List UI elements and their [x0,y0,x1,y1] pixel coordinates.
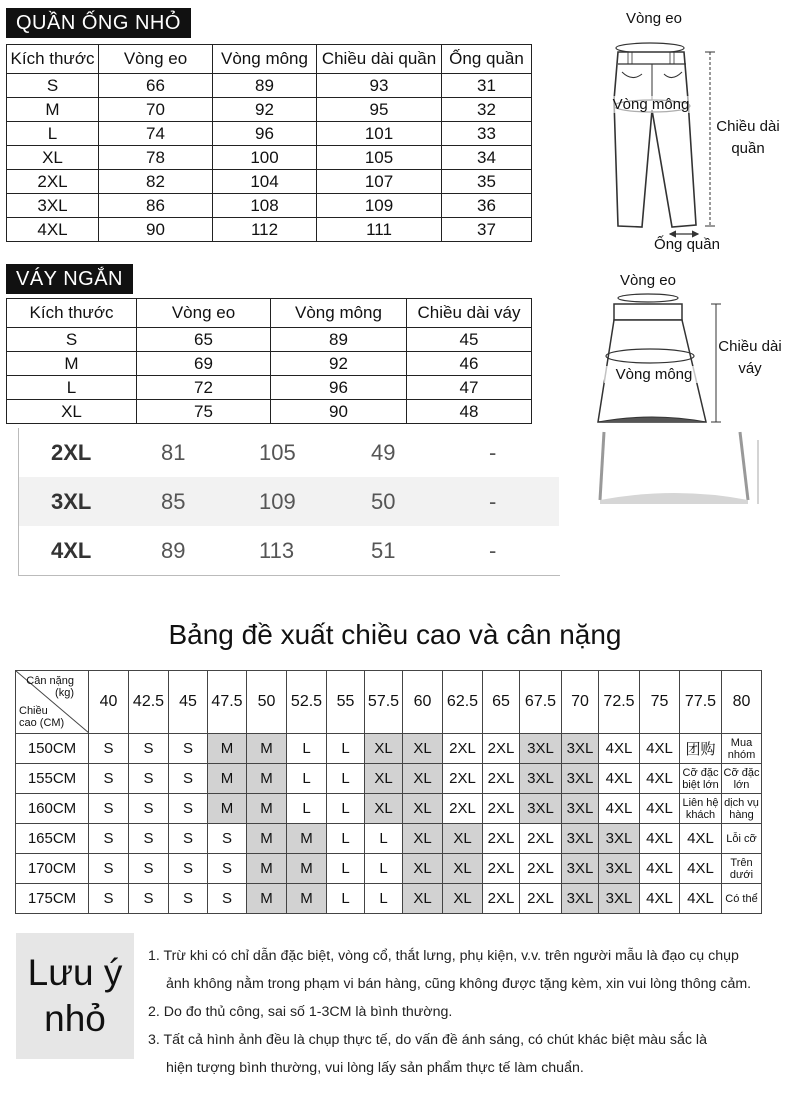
pants-waist-label: Vòng eo [626,10,682,27]
legacy-cell: 3XL [51,489,92,514]
recommend-title: Bảng đề xuất chiều cao và cân nặng [168,619,622,650]
size-recommend-cell: dịch vụ hàng [722,794,762,824]
height-weight-table [15,670,762,914]
pants-size-table [6,44,532,242]
corner-weight-label-1: Cân nặng [26,675,74,687]
weight-header-cell: 60 [403,671,443,734]
size-recommend-cell: S [169,734,208,764]
pants-table-cell: 95 [317,98,442,122]
skirt-header-cell: Chiều dài váy [407,299,532,328]
size-recommend-cell: L [287,794,327,824]
pants-table-cell: L [7,122,99,146]
height-row [16,854,762,884]
size-recommend-cell: S [208,884,247,914]
skirt-length-label-2: váy [738,360,762,377]
skirt-hip-label: Vòng mông [604,366,704,383]
size-recommend-cell: M [208,764,247,794]
size-recommend-cell: XL [443,884,483,914]
pants-header-cell: Vòng eo [99,45,213,74]
skirt-size-table [6,298,532,424]
corner-cell [16,671,89,734]
size-recommend-cell: S [129,854,169,884]
size-recommend-cell: S [169,794,208,824]
size-recommend-cell: M [247,854,287,884]
size-recommend-cell: M [247,794,287,824]
skirt-table-cell: 47 [407,376,532,400]
weight-header-cell: 47.5 [208,671,247,734]
skirt-table-cell: 72 [137,376,271,400]
size-recommend-cell: 2XL [520,854,562,884]
weight-header-cell: 42.5 [129,671,169,734]
pants-table-row [7,98,532,122]
size-recommend-cell: S [89,764,129,794]
pants-table-cell: 32 [442,98,532,122]
size-recommend-cell: 3XL [562,734,599,764]
pants-table-cell: XL [7,146,99,170]
pants-table-cell: 96 [213,122,317,146]
size-recommend-cell: L [327,794,365,824]
size-recommend-cell: XL [365,734,403,764]
size-recommend-cell: 2XL [483,794,520,824]
size-recommend-cell: 3XL [599,854,640,884]
pants-table-cell: 74 [99,122,213,146]
pants-table-cell: 3XL [7,194,99,218]
size-recommend-cell: M [247,734,287,764]
size-recommend-cell: XL [403,764,443,794]
weight-header-cell: 52.5 [287,671,327,734]
size-recommend-cell: L [327,824,365,854]
size-recommend-cell: 2XL [443,734,483,764]
size-recommend-cell: L [327,854,365,884]
size-recommend-cell: 2XL [520,824,562,854]
size-recommend-cell: 4XL [640,734,680,764]
pants-table-cell: 108 [213,194,317,218]
pants-table-row [7,146,532,170]
weight-header-cell: 55 [327,671,365,734]
skirt-figure [590,280,730,430]
size-recommend-cell: 3XL [562,854,599,884]
size-recommend-cell: 2XL [443,794,483,824]
size-recommend-cell: S [129,884,169,914]
pants-table-row [7,74,532,98]
size-recommend-cell: S [89,854,129,884]
size-recommend-cell: Trên dưới [722,854,762,884]
skirt-table-cell: 65 [137,328,271,352]
legacy-cell: - [489,538,497,563]
weight-header-cell: 50 [247,671,287,734]
notice-line-2: 2. Do đo thủ công, sai số 1-3CM là bình thường. [148,1004,453,1020]
size-recommend-cell: 2XL [483,824,520,854]
pants-header-cell: Vòng mông [213,45,317,74]
pants-table-cell: 92 [213,98,317,122]
skirt-header-cell: Kích thước [7,299,137,328]
weight-header-cell: 45 [169,671,208,734]
size-recommend-cell: S [89,794,129,824]
size-recommend-cell: Có thể [722,884,762,914]
size-recommend-cell: 4XL [640,794,680,824]
size-recommend-cell: Cỡ đặc lớn [722,764,762,794]
pants-table-cell: 101 [317,122,442,146]
skirt-table-cell: 75 [137,400,271,424]
skirt-length-label-1: Chiều dài [718,338,782,355]
size-recommend-cell: S [169,764,208,794]
pants-header-cell: Kích thước [7,45,99,74]
legacy-cell: 113 [259,538,295,563]
legacy-row [19,526,559,575]
size-recommend-cell: 3XL [520,794,562,824]
legacy-row [19,428,559,477]
pants-table-cell: S [7,74,99,98]
pants-table-cell: 36 [442,194,532,218]
pants-table-cell: 66 [99,74,213,98]
legacy-cell: 89 [161,538,186,563]
legacy-cell: 109 [259,489,296,514]
weight-header-cell: 40 [89,671,129,734]
legacy-cell: 4XL [51,538,92,563]
height-label-cell: 155CM [16,764,89,794]
pants-table-cell: 90 [99,218,213,242]
size-recommend-cell: 4XL [680,824,722,854]
size-recommend-cell: L [365,884,403,914]
size-recommend-cell: M [287,824,327,854]
size-recommend-cell: 3XL [599,884,640,914]
skirt-table-cell: 90 [271,400,407,424]
size-recommend-cell: M [247,884,287,914]
pants-table-cell: 111 [317,218,442,242]
pants-table-row [7,170,532,194]
notice-list [148,942,788,1082]
pants-table-cell: 2XL [7,170,99,194]
height-row [16,824,762,854]
size-recommend-cell: 3XL [562,884,599,914]
height-label-cell: 160CM [16,794,89,824]
size-recommend-cell: M [287,854,327,884]
legacy-cell: - [489,440,497,465]
size-recommend-cell: M [247,764,287,794]
size-recommend-cell: L [287,764,327,794]
size-recommend-cell: M [208,734,247,764]
size-recommend-cell: S [89,884,129,914]
skirt-table-row [7,400,532,424]
notice-line-3a: 3. Tất cả hình ảnh đều là chụp thực tế, do vấn đề ánh sáng, có chút khác biệt màu sắc là [148,1032,707,1048]
pants-table-cell: 104 [213,170,317,194]
legacy-cell: 50 [371,489,396,514]
height-label-cell: 165CM [16,824,89,854]
pants-table-cell: 89 [213,74,317,98]
size-recommend-cell: S [169,854,208,884]
size-recommend-cell: 4XL [640,764,680,794]
pants-table-row [7,194,532,218]
size-recommend-cell: 4XL [680,854,722,884]
size-recommend-cell: XL [443,824,483,854]
notice-line-1a: 1. Trừ khi có chỉ dẫn đặc biệt, vòng cổ, thắt lưng, phụ kiện, v.v. trên người mẫu là đạo cụ chụp [148,948,739,964]
pants-table-row [7,218,532,242]
legacy-cell: 2XL [51,440,92,465]
notice-title-2: nhỏ [44,998,106,1039]
size-recommend-cell: XL [403,734,443,764]
legacy-row [19,477,559,526]
skirt-table-row [7,328,532,352]
pants-hem-label: Ống quần [654,236,720,253]
pants-header-cell: Chiều dài quần [317,45,442,74]
notice-title-1: Lưu ý [27,952,123,993]
size-recommend-cell: S [89,824,129,854]
skirt-table-row [7,352,532,376]
height-label-cell: 170CM [16,854,89,884]
size-recommend-cell: XL [403,824,443,854]
skirt-section-title: VÁY NGẮN [6,264,133,294]
size-recommend-cell: L [327,764,365,794]
size-recommend-cell: S [129,734,169,764]
skirt-table-cell: 92 [271,352,407,376]
skirt-table-cell: 96 [271,376,407,400]
size-recommend-cell: XL [365,764,403,794]
pants-table-cell: 37 [442,218,532,242]
size-recommend-cell: XL [365,794,403,824]
skirt-table-cell: 69 [137,352,271,376]
skirt-waist-label: Vòng eo [620,272,676,289]
pants-table-cell: 109 [317,194,442,218]
pants-table-cell: 70 [99,98,213,122]
size-recommend-cell: Lỗi cỡ [722,824,762,854]
legacy-size-panel [18,428,560,576]
weight-header-cell: 67.5 [520,671,562,734]
size-recommend-cell: 3XL [599,824,640,854]
corner-weight-label-2: (kg) [55,687,74,699]
legacy-skirt-figure [590,430,770,510]
size-recommend-cell: M [208,794,247,824]
size-recommend-cell: 3XL [562,764,599,794]
size-recommend-cell: 2XL [483,734,520,764]
size-recommend-cell: S [129,764,169,794]
skirt-header-cell: Vòng eo [137,299,271,328]
skirt-table-cell: 48 [407,400,532,424]
height-row [16,794,762,824]
pants-table-cell: 82 [99,170,213,194]
weight-header-cell: 70 [562,671,599,734]
skirt-table-cell: 46 [407,352,532,376]
size-recommend-cell: L [327,884,365,914]
pants-section-title: QUẦN ỐNG NHỎ [6,8,191,38]
pants-table-cell: 78 [99,146,213,170]
size-recommend-cell: 2XL [483,854,520,884]
skirt-table-cell: XL [7,400,137,424]
size-recommend-cell: 2XL [520,884,562,914]
size-recommend-cell: 3XL [520,764,562,794]
size-recommend-cell: 团购 [680,734,722,764]
pants-table-cell: 35 [442,170,532,194]
size-recommend-cell: 4XL [599,734,640,764]
skirt-table-cell: 89 [271,328,407,352]
weight-header-cell: 62.5 [443,671,483,734]
size-recommend-cell: S [129,824,169,854]
weight-header-cell: 80 [722,671,762,734]
skirt-header-cell: Vòng mông [271,299,407,328]
skirt-table-cell: L [7,376,137,400]
size-recommend-cell: 3XL [520,734,562,764]
skirt-table-cell: M [7,352,137,376]
size-recommend-cell: 2XL [443,764,483,794]
skirt-table-row [7,376,532,400]
corner-height-label-2: cao (CM) [19,717,65,729]
size-recommend-cell: XL [403,884,443,914]
height-label-cell: 150CM [16,734,89,764]
pants-table-cell: 93 [317,74,442,98]
legacy-cell: - [489,489,497,514]
pants-table-cell: 34 [442,146,532,170]
size-recommend-cell: S [208,854,247,884]
size-recommend-cell: S [89,734,129,764]
size-recommend-cell: 4XL [599,794,640,824]
size-recommend-cell: Liên hệ khách [680,794,722,824]
size-recommend-cell: S [169,884,208,914]
pants-table-cell: 31 [442,74,532,98]
size-recommend-cell: L [365,854,403,884]
pants-table-cell: 112 [213,218,317,242]
pants-table-cell: M [7,98,99,122]
legacy-cell: 51 [371,538,396,563]
weight-header-cell: 65 [483,671,520,734]
pants-length-label-1: Chiều dài [716,118,780,135]
pants-table-row [7,122,532,146]
height-row [16,734,762,764]
size-recommend-cell: XL [403,854,443,884]
size-recommend-cell: 2XL [483,884,520,914]
size-recommend-cell: XL [403,794,443,824]
size-recommend-cell: S [129,794,169,824]
size-recommend-cell: L [287,734,327,764]
legacy-cell: 81 [161,440,186,465]
size-recommend-cell: S [169,824,208,854]
height-label-cell: 175CM [16,884,89,914]
size-recommend-cell: 4XL [680,884,722,914]
notice-line-3b: hiện tượng bình thường, vui lòng lấy sản phẩm thực tế làm chuẩn. [166,1060,584,1076]
height-row [16,764,762,794]
pants-table-cell: 4XL [7,218,99,242]
skirt-table-cell: S [7,328,137,352]
notice-line-1b: ảnh không nằm trong phạm vi bán hàng, cũng không được tặng kèm, xin vui lòng thông cảm. [166,976,752,992]
weight-header-cell: 72.5 [599,671,640,734]
size-recommend-cell: 3XL [562,794,599,824]
weight-header-cell: 75 [640,671,680,734]
skirt-table-cell: 45 [407,328,532,352]
size-recommend-cell: Cỡ đặc biệt lớn [680,764,722,794]
height-row [16,884,762,914]
size-recommend-cell: 2XL [483,764,520,794]
size-recommend-cell: Mua nhóm [722,734,762,764]
weight-header-cell: 77.5 [680,671,722,734]
size-recommend-cell: 4XL [640,824,680,854]
size-recommend-cell: M [287,884,327,914]
size-recommend-cell: M [247,824,287,854]
legacy-cell: 49 [371,440,396,465]
pants-length-label-2: quần [731,140,765,157]
size-recommend-cell: L [365,824,403,854]
size-recommend-cell: 3XL [562,824,599,854]
weight-header-cell: 57.5 [365,671,403,734]
corner-height-label-1: Chiều [19,705,48,717]
size-recommend-cell: 4XL [599,764,640,794]
pants-table-cell: 105 [317,146,442,170]
legacy-cell: 105 [259,440,296,465]
pants-table-cell: 107 [317,170,442,194]
notice-box [16,933,134,1059]
size-recommend-cell: S [208,824,247,854]
pants-hip-label: Vòng mông [606,96,696,113]
size-recommend-cell: 4XL [640,854,680,884]
size-recommend-cell: XL [443,854,483,884]
size-recommend-cell: 4XL [640,884,680,914]
size-recommend-cell: L [327,734,365,764]
pants-table-cell: 86 [99,194,213,218]
pants-table-cell: 33 [442,122,532,146]
pants-header-cell: Ống quần [442,45,532,74]
legacy-cell: 85 [161,489,186,514]
pants-table-cell: 100 [213,146,317,170]
